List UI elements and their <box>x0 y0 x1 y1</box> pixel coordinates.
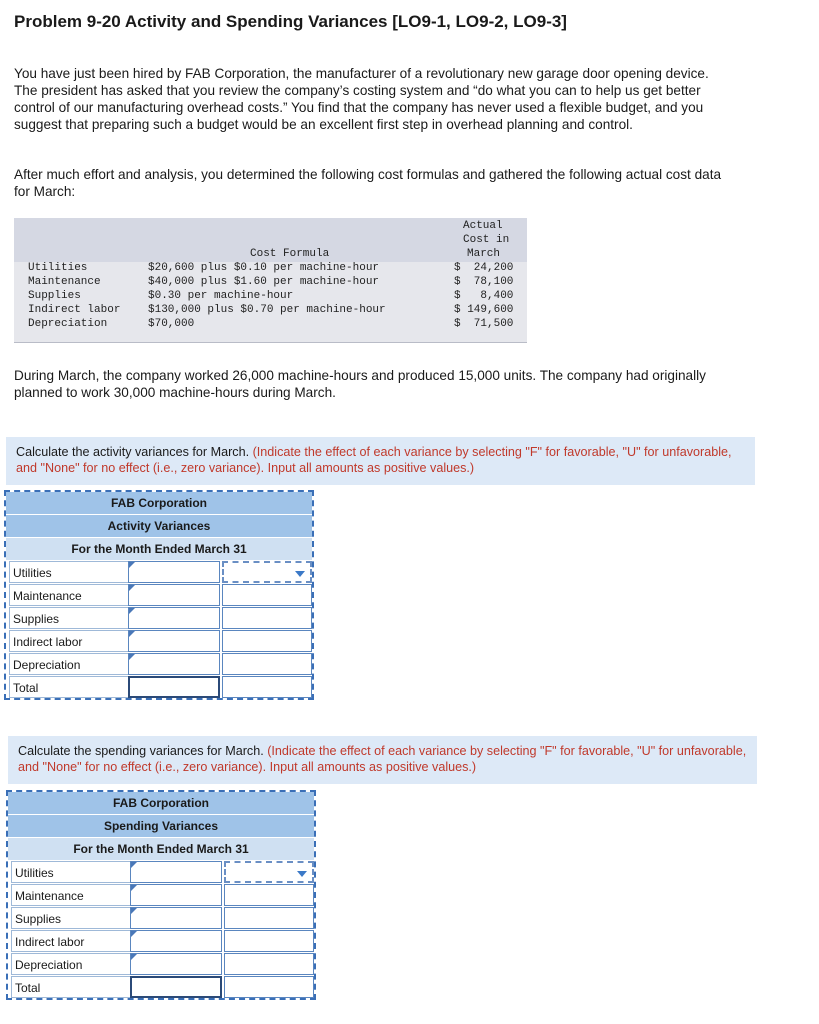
actual-header-line1: Actual <box>463 220 503 232</box>
row-label: Utilities <box>9 561 130 583</box>
row-label: Supplies <box>9 607 130 629</box>
total-input[interactable] <box>128 676 220 698</box>
effect-dropdown[interactable] <box>224 907 314 929</box>
table-report-name: Spending Variances <box>8 815 314 838</box>
amount-input[interactable] <box>128 607 220 629</box>
activity-instruction-note: (Indicate the effect of each variance by selecting "F" for favorable, "U" for unfavorable, and "None" for no effect (i.e., zero variance). Input all amounts as positive values.) <box>16 445 732 475</box>
amount-input[interactable] <box>130 884 222 906</box>
row-label: Maintenance <box>11 884 132 906</box>
chevron-down-icon <box>295 571 305 577</box>
activity-instruction-text: Calculate the activity variances for March. <box>16 445 250 459</box>
activity-variances-table <box>4 490 314 700</box>
cost-formula: $130,000 plus $0.70 per machine-hour <box>148 304 386 316</box>
spending-instruction-text: Calculate the spending variances for March. <box>18 744 264 758</box>
actual-cost: $ 149,600 <box>454 304 514 316</box>
row-label: Depreciation <box>11 953 132 975</box>
amount-input[interactable] <box>130 907 222 929</box>
cost-item: Utilities <box>28 262 88 274</box>
table-report-name: Activity Variances <box>6 515 312 538</box>
spending-instruction-note: (Indicate the effect of each variance by selecting "F" for favorable, "U" for unfavorable, and "None" for no effect (i.e., zero variance). Input all amounts as positive values.) <box>18 744 747 774</box>
table-company-name: FAB Corporation <box>6 492 312 515</box>
row-label: Total <box>9 676 130 698</box>
table-row <box>6 607 312 630</box>
row-label: Total <box>11 976 132 998</box>
cost-formula: $20,600 plus $0.10 per machine-hour <box>148 262 380 274</box>
amount-input[interactable] <box>130 930 222 952</box>
actual-header-line2: Cost in <box>463 234 510 246</box>
activity-instruction <box>6 437 755 485</box>
table-row <box>8 953 314 976</box>
actual-cost: $ 71,500 <box>454 318 514 330</box>
table-company-name: FAB Corporation <box>8 792 314 815</box>
intro-paragraph: You have just been hired by FAB Corporation, the manufacturer of a revolutionary new garage door opening device. The president has asked that you review the company’s costing system and “do what you can to help us get better control of our manufacturing overhead costs.” You find that the company has never used a flexible budget, and you suggest that preparing such a budget would be an excellent first step in overhead planning and control. <box>14 66 709 132</box>
table-period: For the Month Ended March 31 <box>6 538 312 561</box>
actual-header-line3: March <box>467 248 501 260</box>
problem-title: Problem 9-20 Activity and Spending Variances [LO9-1, LO9-2, LO9-3] <box>14 12 567 31</box>
cost-formula: $0.30 per machine-hour <box>148 290 294 302</box>
amount-input[interactable] <box>130 861 222 883</box>
analysis-paragraph: After much effort and analysis, you determined the following cost formulas and gathered the following actual cost data for March: <box>14 167 722 199</box>
cost-item: Depreciation <box>28 318 108 330</box>
table-row <box>6 561 312 584</box>
effect-dropdown[interactable] <box>222 630 312 652</box>
cost-formula-header: Cost Formula <box>250 248 330 260</box>
effect-dropdown[interactable] <box>224 930 314 952</box>
effect-dropdown[interactable] <box>224 884 314 906</box>
table-row <box>8 907 314 930</box>
total-input[interactable] <box>130 976 222 998</box>
actual-cost: $ 24,200 <box>454 262 514 274</box>
table-row <box>6 630 312 653</box>
effect-dropdown[interactable] <box>224 861 314 883</box>
cost-item: Maintenance <box>28 276 101 288</box>
effect-dropdown[interactable] <box>224 976 314 998</box>
table-row <box>8 861 314 884</box>
table-period: For the Month Ended March 31 <box>8 838 314 861</box>
amount-input[interactable] <box>130 953 222 975</box>
effect-dropdown[interactable] <box>222 584 312 606</box>
table-row <box>8 930 314 953</box>
amount-input[interactable] <box>128 561 220 583</box>
spending-variances-table <box>6 790 316 1000</box>
table-row <box>6 584 312 607</box>
cost-item: Supplies <box>28 290 81 302</box>
row-label: Maintenance <box>9 584 130 606</box>
table-row <box>6 653 312 676</box>
amount-input[interactable] <box>128 630 220 652</box>
actual-cost: $ 8,400 <box>454 290 514 302</box>
row-label: Indirect labor <box>9 630 130 652</box>
actual-cost: $ 78,100 <box>454 276 514 288</box>
table-row-total <box>6 676 312 699</box>
cost-formula-table <box>14 218 527 343</box>
amount-input[interactable] <box>128 653 220 675</box>
effect-dropdown[interactable] <box>222 676 312 698</box>
effect-dropdown[interactable] <box>222 561 312 583</box>
table-row-total <box>8 976 314 999</box>
spending-instruction <box>8 736 757 784</box>
table-row <box>8 884 314 907</box>
row-label: Indirect labor <box>11 930 132 952</box>
march-paragraph: During March, the company worked 26,000 machine-hours and produced 15,000 units. The company had originally planned to work 30,000 machine-hours during March. <box>14 368 706 400</box>
cost-formula: $70,000 <box>148 318 195 330</box>
amount-input[interactable] <box>128 584 220 606</box>
cost-item: Indirect labor <box>28 304 121 316</box>
row-label: Depreciation <box>9 653 130 675</box>
effect-dropdown[interactable] <box>222 607 312 629</box>
cost-formula: $40,000 plus $1.60 per machine-hour <box>148 276 380 288</box>
chevron-down-icon <box>297 871 307 877</box>
effect-dropdown[interactable] <box>222 653 312 675</box>
effect-dropdown[interactable] <box>224 953 314 975</box>
row-label: Supplies <box>11 907 132 929</box>
row-label: Utilities <box>11 861 132 883</box>
